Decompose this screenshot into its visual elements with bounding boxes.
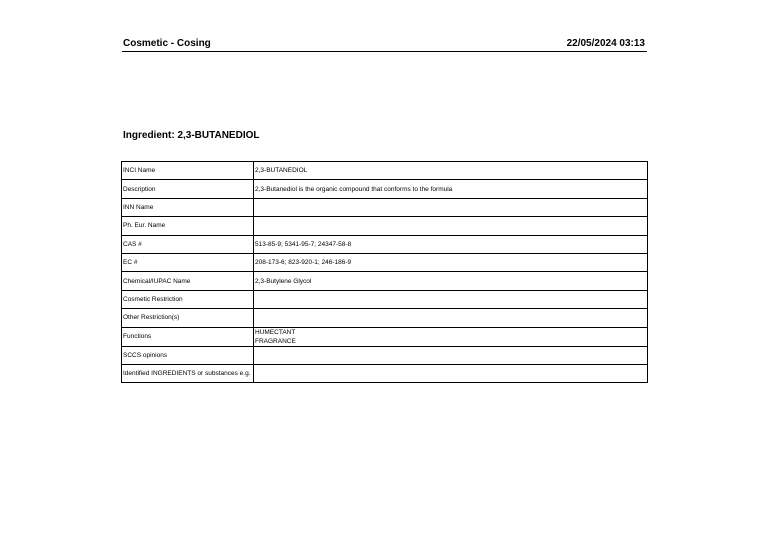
row-label: INCI Name: [122, 162, 254, 180]
row-label: Other Restriction(s): [122, 309, 254, 327]
row-label: Functions: [122, 327, 254, 346]
table-row-cosmetic-restriction: [122, 290, 648, 308]
row-label: INN Name: [122, 198, 254, 216]
row-label: Identified INGREDIENTS or substances e.g.: [123, 369, 251, 377]
table-row-inci-name: [122, 162, 648, 180]
function-item: FRAGRANCE: [255, 337, 296, 345]
row-value: [254, 364, 648, 382]
document-title: Cosmetic - Cosing: [123, 38, 211, 49]
row-value: 208-173-6; 823-920-1; 246-186-9: [254, 253, 648, 271]
row-label: Chemical/IUPAC Name: [122, 272, 254, 290]
row-value: [254, 309, 648, 327]
ingredient-heading: Ingredient: 2,3-BUTANEDIOL: [123, 130, 260, 141]
row-label: Cosmetic Restriction: [122, 290, 254, 308]
document-datetime: 22/05/2024 03:13: [566, 38, 645, 49]
ingredient-info-table: [121, 161, 648, 383]
row-value: 2,3-BUTANEDIOL: [254, 162, 648, 180]
table-row-description: [122, 180, 648, 198]
table-row-identified-ingredients: [122, 364, 648, 382]
row-value: [254, 290, 648, 308]
table-row-ph-eur-name: [122, 217, 648, 235]
page-header: [122, 37, 647, 52]
row-label: SCCS opinions: [122, 346, 254, 364]
row-value-functions: [254, 327, 648, 346]
table-row-inn-name: [122, 198, 648, 216]
table-row-cas: [122, 235, 648, 253]
table-row-chemical-iupac-name: [122, 272, 648, 290]
table-row-ec: [122, 253, 648, 271]
row-label: Description: [122, 180, 254, 198]
row-value: 2,3-Butanediol is the organic compound that conforms to the formula: [254, 180, 648, 198]
function-item: HUMECTANT: [255, 328, 296, 336]
table-row-sccs-opinions: [122, 346, 648, 364]
row-value: [254, 217, 648, 235]
row-value: 2,3-Butylene Glycol: [254, 272, 648, 290]
row-value: [254, 346, 648, 364]
table-row-functions: [122, 327, 648, 346]
table-row-other-restrictions: [122, 309, 648, 327]
row-label: CAS #: [122, 235, 254, 253]
row-label: EC #: [122, 253, 254, 271]
row-value: [254, 198, 648, 216]
row-value: 513-85-9; 5341-95-7; 24347-58-8: [254, 235, 648, 253]
row-label: Ph. Eur. Name: [122, 217, 254, 235]
